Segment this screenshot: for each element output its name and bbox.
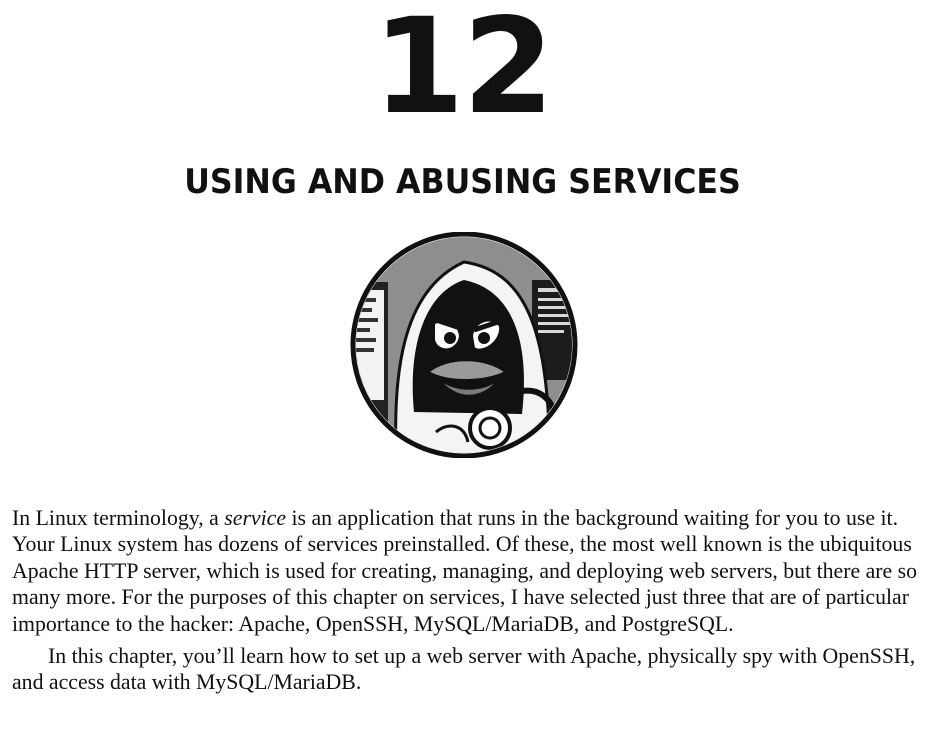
chapter-illustration	[336, 232, 592, 458]
hooded-penguin-hacker-icon	[336, 232, 592, 458]
emphasis-service: service	[224, 506, 287, 530]
body-paragraph-1	[12, 505, 924, 637]
paragraph-text: is an application that runs in the background waiting for you to use it. Your Linux system has dozens of services preinstalled. Of these, the most well known is the ubiquitous Apache HTTP server, which is used for creating, managing, and deploying web servers, but there are so many more. For the purposes of this chapter on services, I have selected just three that are of particular importance to the hacker: Apache, OpenSSH, MySQL/MariaDB, and PostgreSQL.	[12, 506, 918, 636]
chapter-title: USING AND ABUSING SERVICES	[184, 162, 741, 202]
chapter-number: 12	[372, 0, 553, 144]
paragraph-text: In Linux terminology, a	[12, 506, 225, 530]
body-paragraph-2: In this chapter, you’ll learn how to set up a web server with Apache, physically spy with OpenSSH, and access data with MySQL/MariaDB.	[12, 644, 916, 695]
chapter-body	[12, 505, 924, 696]
